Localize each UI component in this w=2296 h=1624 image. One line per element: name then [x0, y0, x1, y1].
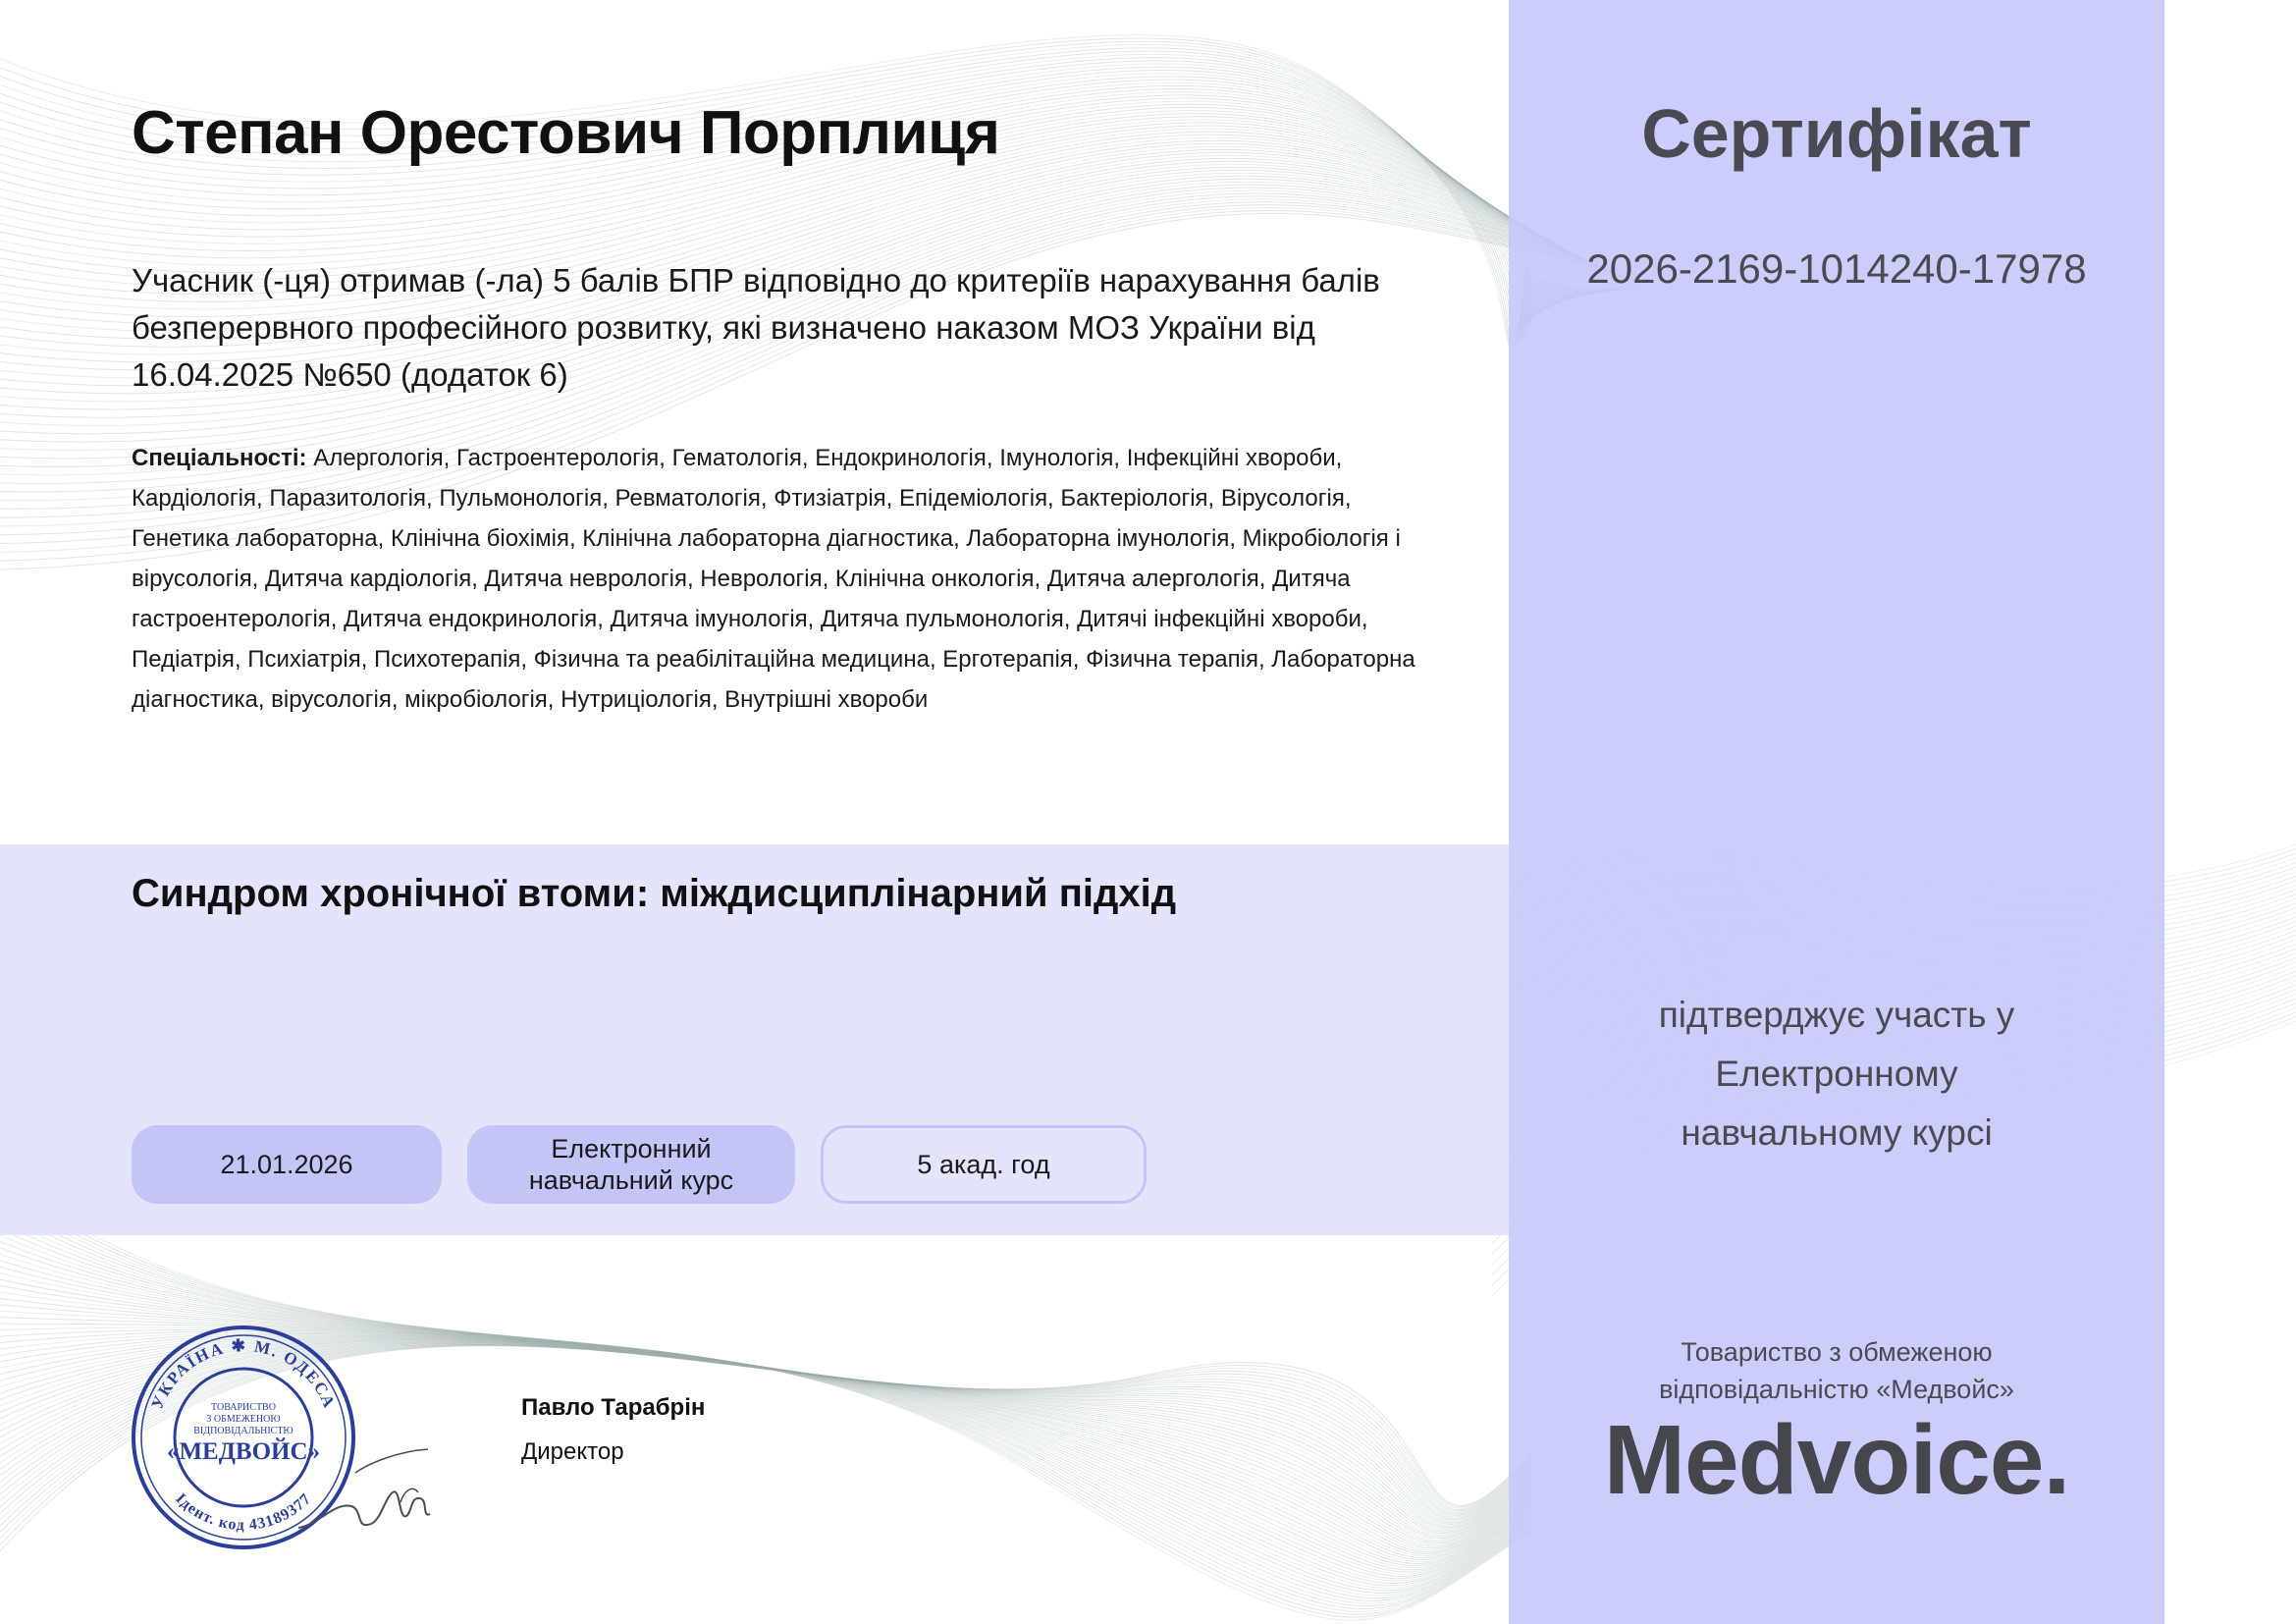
specialties-list: Алергологія, Гастроентерологія, Гематологія, Ендокринологія, Імунологія, Інфекційні хвороби, Кардіологія, Паразитологія, Пульмонологія, Ревматологія, Фтизіатрія, Епідеміологія, Бактеріологія, Вірусологія, Генетика лабораторна, Клінічна біохімія, Клінічна лабораторна діагностика, Лабораторна імунологія, Мікробіологія і вірусологія, Дитяча кардіологія, Дитяча неврологія, Неврологія, Клінічна онкологія, Дитяча алергологія, Дитяча гастроентерологія, Дитяча ендокринологія, Дитяча імунологія, Дитяча пульмонологія, Дитячі інфекційні хвороби, Педіатрія, Психіатрія, Психотерапія, Фізична та реабілітаційна медицина, Ерготерапія, Фізична терапія, Лабораторна діагностика, вірусологія, мікробіологія, Нутриціологія, Внутрішні хвороби	[132, 445, 1415, 713]
course-date-badge	[132, 1125, 442, 1204]
svg-text:З ОБМЕЖЕНОЮ: З ОБМЕЖЕНОЮ	[206, 1414, 281, 1425]
certificate-number: 2026-2169-1014240-17978	[1586, 245, 2087, 292]
svg-text:«МЕДВОЙС»: «МЕДВОЙС»	[166, 1438, 321, 1465]
participant-name: Степан Орестович Порплиця	[132, 99, 1000, 167]
certificate-title: Сертифікат	[1641, 95, 2032, 172]
signer-name: Павло Тарабрін	[521, 1394, 706, 1421]
issuer-company-text: Товариство з обмеженою відповідальністю «Медвойс»	[1659, 1337, 2014, 1404]
course-hours: 5 акад. год	[917, 1150, 1050, 1179]
signer-role: Директор	[521, 1438, 624, 1465]
svg-text:УКРАЇНА ✱ М. ОДЕСА: УКРАЇНА ✱ М. ОДЕСА	[147, 1335, 340, 1412]
participation-confirmation-text: підтверджує участь у Електронному навчальному курсі	[1658, 995, 2015, 1153]
medvoice-logo: Medvoice.	[1603, 1405, 2070, 1515]
specialties-block	[132, 438, 1437, 720]
participant-credit-statement: Учасник (-ця) отримав (-ла) 5 балів БПР відповідно до критеріїв нарахування балів безперервного професійного розвитку, які визначено наказом МОЗ України від 16.04.2025 №650 (додаток 6)	[132, 262, 1380, 393]
course-hours-badge	[821, 1125, 1147, 1204]
specialties-label: Спеціальності:	[132, 445, 307, 471]
course-title: Синдром хронічної втоми: міждисциплінарний підхід	[132, 872, 1177, 915]
course-type-badge	[467, 1125, 795, 1204]
svg-text:ТОВАРИСТВО: ТОВАРИСТВО	[211, 1402, 276, 1413]
svg-text:ВІДПОВІДАЛЬНІСТЮ: ВІДПОВІДАЛЬНІСТЮ	[193, 1426, 294, 1436]
issuer-company	[1509, 1333, 2164, 1408]
director-signature	[291, 1434, 438, 1551]
course-type: Електронний навчальний курс	[528, 1134, 734, 1195]
participation-confirmation	[1509, 986, 2164, 1163]
course-date: 21.01.2026	[220, 1150, 353, 1179]
svg-text:Ідент. код 43189377: Ідент. код 43189377	[172, 1489, 315, 1535]
